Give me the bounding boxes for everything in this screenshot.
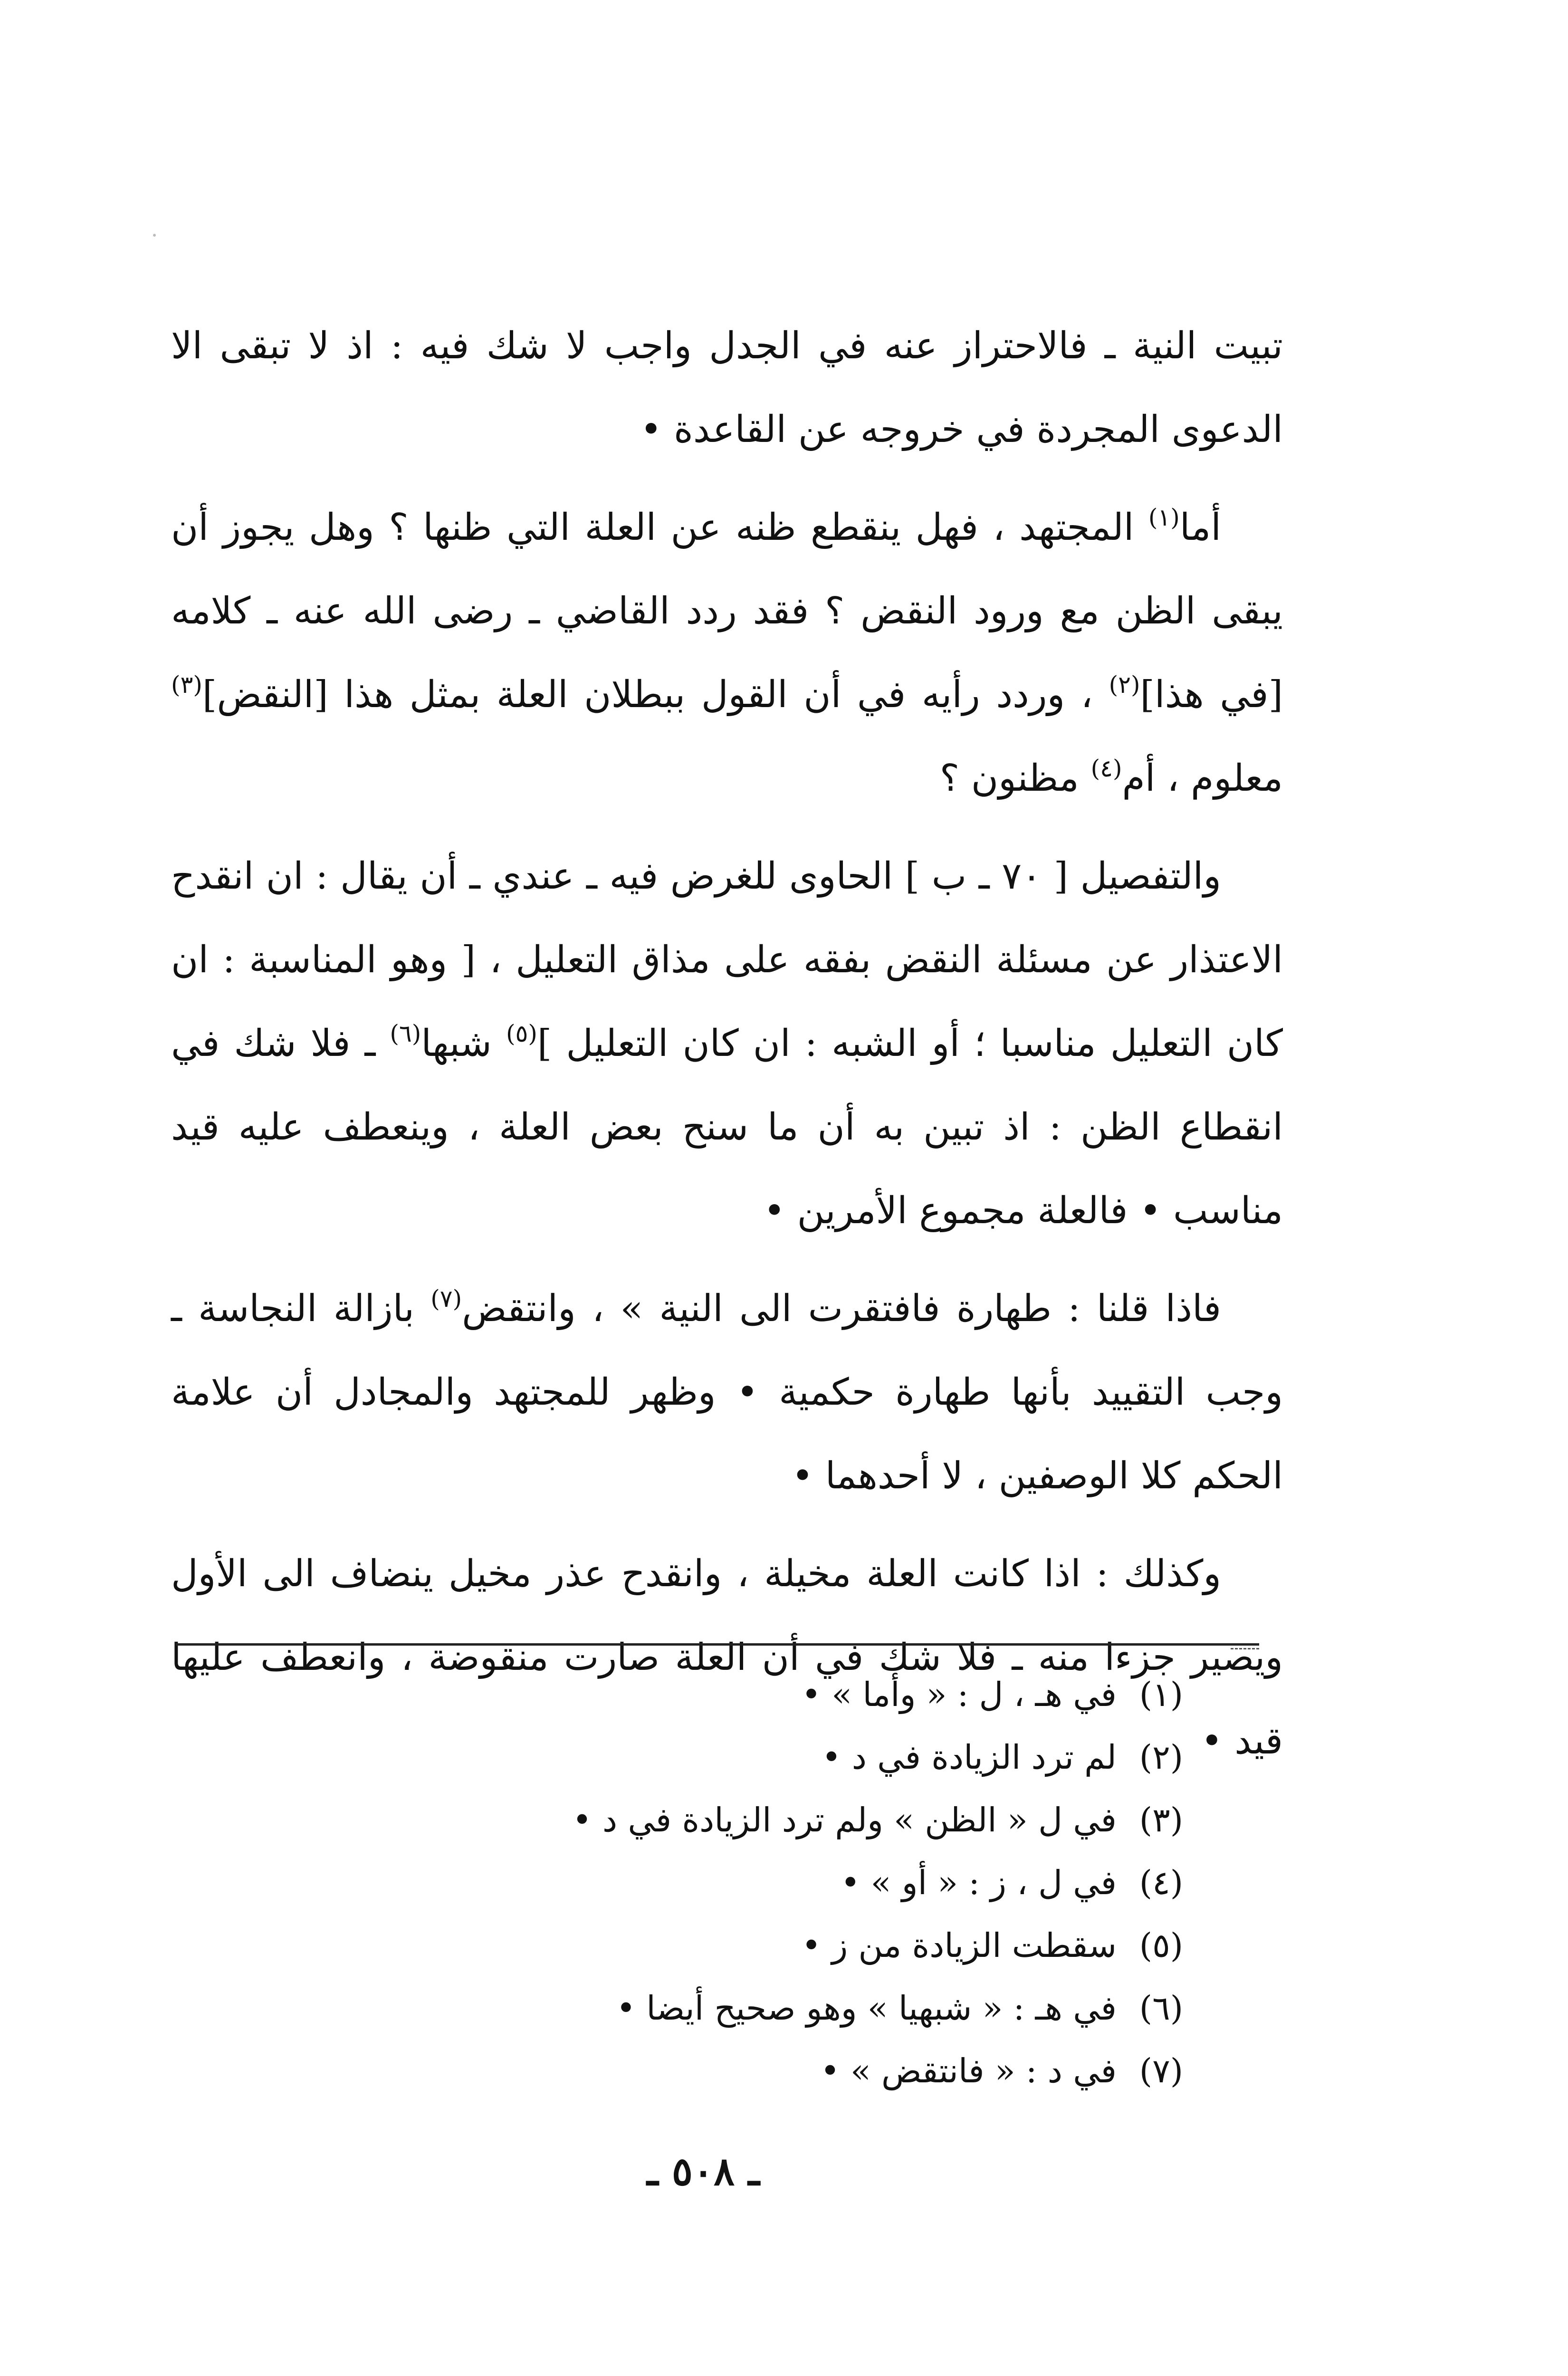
scan-speck: [153, 234, 156, 237]
footnote: [233, 2040, 1183, 2102]
footnote-text: في د : « فانتقض » •: [820, 2051, 1117, 2090]
footnote-text: في هـ ، ل : « وأما » •: [801, 1675, 1117, 1714]
footnote-number: (٤): [1139, 1863, 1183, 1902]
text-segment: وكذلك : اذا كانت العلة مخيلة ، وانقدح عذر مخيل ينضاف الى الأول ويصير جزءا منه ـ فلا شك في أن العلة صارت منقوضة ، وانعطف عليها قيد •: [171, 1552, 1283, 1763]
footnote: [233, 1977, 1183, 2040]
footnote-text: سقطت الزيادة من ز •: [801, 1926, 1117, 1965]
footnote-reference: (٣): [171, 671, 202, 699]
paragraph: [171, 304, 1283, 471]
footnote-number: (٢): [1139, 1738, 1183, 1777]
footnote-reference: (٢): [1109, 671, 1140, 699]
text-segment: تبيت النية ـ فالاحتراز عنه في الجدل واجب لا شك فيه : اذ لا تبقى الا الدعوى المجردة في خروجه عن القاعدة •: [171, 325, 1283, 451]
footnote-text: في ل ، ز : « أو » •: [841, 1863, 1117, 1902]
footnote-reference: (٥): [506, 1020, 537, 1047]
footnote-text: لم ترد الزيادة في د •: [822, 1738, 1117, 1777]
text-segment: ـ فلا شك في انقطاع الظن : اذ تبين به أن ما سنح بعض العلة ، وينعطف عليه قيد مناسب • فالعلة مجموع الأمرين •: [171, 1022, 1283, 1232]
footnote-reference: (١): [1148, 504, 1180, 531]
text-segment: المجتهد ، فهل ينقطع ظنه عن العلة التي ظنها ؟ وهل يجوز أن يبقى الظن مع ورود النقض ؟ فقد ردد القاضي ـ رضى الله عنه ـ كلامه [في هذا]: [171, 506, 1283, 716]
footnote-number: (٦): [1139, 1989, 1183, 2028]
footnote-text: في هـ : « شبهيا » وهو صحيح أيضا •: [616, 1989, 1117, 2028]
main-text: [171, 304, 1283, 1783]
text-segment: شبها: [421, 1022, 506, 1065]
text-segment: ، وردد رأيه في أن القول ببطلان العلة بمثل هذا [النقض]: [202, 673, 1109, 716]
footnote: [233, 1914, 1183, 1977]
footnote-number: (٥): [1139, 1926, 1183, 1965]
page-number: ـ ٥٠٨ ـ: [647, 2149, 760, 2194]
footnote-number: (١): [1139, 1675, 1183, 1714]
footnote: [233, 1789, 1183, 1851]
footnote-number: (٣): [1139, 1801, 1183, 1839]
footnotes-list: [233, 1663, 1183, 2102]
footnote-reference: (٦): [390, 1020, 421, 1047]
text-segment: والتفصيل [ ٧٠ ـ ب ] الحاوى للغرض فيه ـ عندي ـ أن يقال : ان انقدح الاعتذار عن مسئلة النقض بفقه على مذاق التعليل ، [ وهو المناسبة : ان كان التعليل مناسبا ؛ أو الشبه : ان كان التعليل ]: [171, 855, 1283, 1065]
footnote: [233, 1663, 1183, 1726]
footnote: [233, 1851, 1183, 1914]
text-segment: بازالة النجاسة ـ وجب التقييد بأنها طهارة حكمية • وظهر للمجتهد والمجادل أن علامة الحكم كلا الوصفين ، لا أحدهما •: [171, 1287, 1283, 1497]
text-segment: معلوم ، أم: [1122, 757, 1283, 800]
footnote-reference: (٧): [430, 1285, 462, 1313]
paragraph: [171, 1267, 1283, 1518]
footnote-reference: (٤): [1090, 755, 1122, 782]
footnote-separator-tail: [1231, 1648, 1259, 1649]
footnote-number: (٧): [1139, 2051, 1183, 2090]
paragraph: [171, 834, 1283, 1253]
paragraph: [171, 486, 1283, 820]
text-segment: أما: [1179, 506, 1221, 549]
text-segment: مظنون ؟: [939, 757, 1091, 800]
footnote-separator: [176, 1643, 1259, 1646]
footnote: [233, 1726, 1183, 1789]
footnote-text: في ل « الظن » ولم ترد الزيادة في د •: [572, 1801, 1117, 1839]
text-segment: فاذا قلنا : طهارة فافتقرت الى النية » ، وانتقض: [462, 1287, 1221, 1330]
